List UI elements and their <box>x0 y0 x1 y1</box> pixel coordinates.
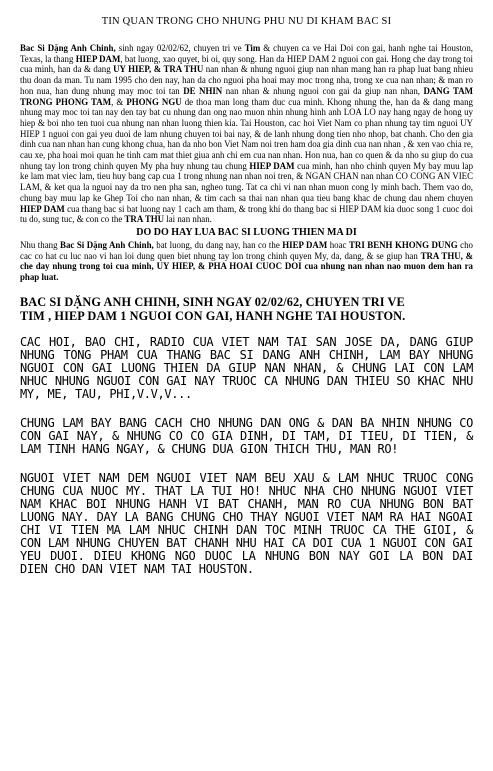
paragraph-1 <box>20 43 473 225</box>
text-run: Bac Si Dặng Anh Chinh, <box>60 239 154 250</box>
text-run: Tim <box>244 43 261 53</box>
text-run: TRI BENH KHONG DUNG <box>349 239 458 250</box>
text-run: cua thang bac si bat luong nay 1 cach am tham, & trong khi do thang bac si HIEP DAM kia duoc song 1 cuoc doi tu do, sung tuc, & con co the <box>20 203 473 225</box>
text-run: & chuyen ca ve Hai Doi con gai, hanh nghe tai Houston, Texas, la thang <box>20 43 473 64</box>
text-run: , & <box>111 96 127 107</box>
document-title: TIN QUAN TRONG CHO NHUNG PHU NU DI KHAM BAC SI <box>101 16 392 27</box>
text-run: HIEP DAM <box>249 160 295 171</box>
text-run: TRA THU <box>124 214 165 225</box>
headline <box>20 295 473 324</box>
text-run: PHONG NGU <box>126 96 182 107</box>
text-run: , bat luong, xao quyet, bi oi, quy song. Han da HIEP DAM 2 nguoi con gai. Hong che day trong toi cua minh, han da & dang <box>20 53 473 75</box>
text-run: , & che day nhung trong toi cua minh, UY HIEP, & PHA HOAI CUOC DOI cua nhung nan nhan nao muon dem han ra phap luat. <box>20 250 473 283</box>
text-run: HIEP DAM <box>75 53 121 64</box>
text-run: lai nan nhan. <box>164 214 212 225</box>
text-run: cho cac co hat cu luc nao vi han loi dung quen biet nhung tay lon trong chinh quyen My, da, dang, & se giup han <box>20 239 473 261</box>
text-run: HIEP DAM <box>282 239 328 250</box>
subheading: DO DO HAY LUA BAC SI LUONG THIEN MA DI <box>136 226 357 238</box>
text-run: bat luong, du dang nay, han co the <box>153 239 283 250</box>
text-run: sinh ngay 02/02/62, chuyen tri ve <box>115 43 245 53</box>
text-run: nan nhan & nhung nguoi giup nan nhan mang han ra phap luat bang nhieu thu doan da man. Tu nam 1995 cho den nay, han da cho nguoi pha hoai may moc trong nha, trong xe cua nan nhan; & man ro hon nua, han dung nhung may moc toi tan <box>20 64 474 96</box>
caps-paragraph-3: NGUOI VIET NAM DEM NGUOI VIET NAM BEU XAU & LAM NHUC TRUOC CONG CHUNG CUA NUOC MY. THAT LA TUI HO! NHUC NHA CHO NHUNG NGUOI VIET NAM KHAC BOI NHUNG HANH VI BAT CHANH, MAN RO CUA NHUNG BON BAT LUONG NAY. DAY LA BANG CHUNG CHO THAY NGUOI VIET NAM RA HAI NGOAI CHI VI TIEN MA LAM NHUC CHINH DAN TOC MINH TRUOC CA THE GIOI, & CON LAM NHUNG CHUYEN BAT CHANH NHU HAI CA DOI CUA 1 NGUOI CON GAI YEU DUOI. DIEU KHONG NGO DUOC LA NHUNG BON NAY GOI LA BON DAI DIEN CHO DAN VIET NAM TAI HOUSTON. <box>20 470 473 576</box>
text-run: Nhu thang <box>20 239 61 250</box>
text-run: de thoa man long tham duc cua minh. Khong nhung the, han da & dang mang nhung may moc toi tan nay den tay bat cu nhung dan ong nao muon nhin nhung hinh anh LOA LO nay hang ngay de hong uy hiep & boi nho ten tuoi cua nhung nan nhan luong thien kia. Tai Houston, cac hoi Viet Nam co phan nhung tay tim nguoi UY HIEP 1 nguoi con gai yeu duoi de lam nhung chuyen toi bai nay, & de lanh nhung dong tien nho nhop, bat chanh. Cho den gia dinh cua nan nhan han cung khong chua, han da nho bon Viet Nam noi tren ham doa gia dinh cua nan nhan , & xen vao chia re, cau xe, pha hoai moi quan he tinh cam mat thiet giua anh chi em cua nan nhan. Hon nua, han co quen & da nho su giup do cua nhung tay lon trong chinh quyen My pha huy nhung tau chung <box>20 96 473 171</box>
text-run: DANG TAM TRONG PHONG TAM <box>20 85 473 107</box>
caps-paragraph-1: CAC HOI, BAO CHI, RADIO CUA VIET NAM TAI SAN JOSE DA, DANG GIUP NHUNG TONG PHAM CUA THANG BAC SI DANG ANH CHINH, LAM BAY NHUNG NGUOI CON GAI LUONG THIEN DA GIUP NAN NHAN, & CHUNG LAI CON LAM NHUC NHUNG NGUOI CON GAI NAY TRUOC CA NHUNG DAN THIEU SO KHAC NHU MY, ME, TAU, PHI,V.V,V... <box>20 334 473 401</box>
text-run: HIEP DAM <box>20 203 65 214</box>
text-run: TRA THU <box>420 250 461 261</box>
text-run: nan nhan & nhung nguoi con gai da giup nan nhan, <box>222 85 424 96</box>
text-run: cua minh, han nho chinh quyen My bay muu lap ke lam mat viec lam, tieu huy bang cap cua 1 trong nhung nan nhan noi tren, & NGAN CHAN nan nhan CO CONG AN VIEC LAM, & ket qua la nguoi nay da tro nen pha san, ngheo tung. Tat ca chi vi nan nhan muon cong ly minh bach. Them vao do, chung bay muu lap ke Ghep Toi cho nan nhan, & tim cach sa thai nan nhan qua tieu bang khac de chung dau nhem chuyen <box>20 160 474 203</box>
text-run: Bac Si Dặng Anh Chinh, <box>20 43 116 53</box>
caps-paragraph-2: CHUNG LAM BAY BANG CACH CHO NHUNG DAN ONG & DAN BA NHIN NHUNG CO CON GAI NAY, & NHUNG CO CO GIA DINH, DI TAM, DI TIEU, DI TIEN, & LAM TINH HANG NGAY, & CHUNG DUA GION THICH THU, MAN RO! <box>20 415 473 456</box>
text-run: UY HIEP, & TRA THU <box>113 64 204 75</box>
headline-line-1: BAC SI DẶNG ANH CHINH, SINH NGAY 02/02/62, CHUYEN TRI VE <box>20 294 405 309</box>
text-run: hoac <box>327 239 349 250</box>
text-run: DE NHIN <box>183 85 223 96</box>
headline-line-2: TIM , HIEP DAM 1 NGUOI CON GAI, HANH NGHE TAI HOUSTON. <box>20 309 406 324</box>
paragraph-2 <box>20 240 473 283</box>
